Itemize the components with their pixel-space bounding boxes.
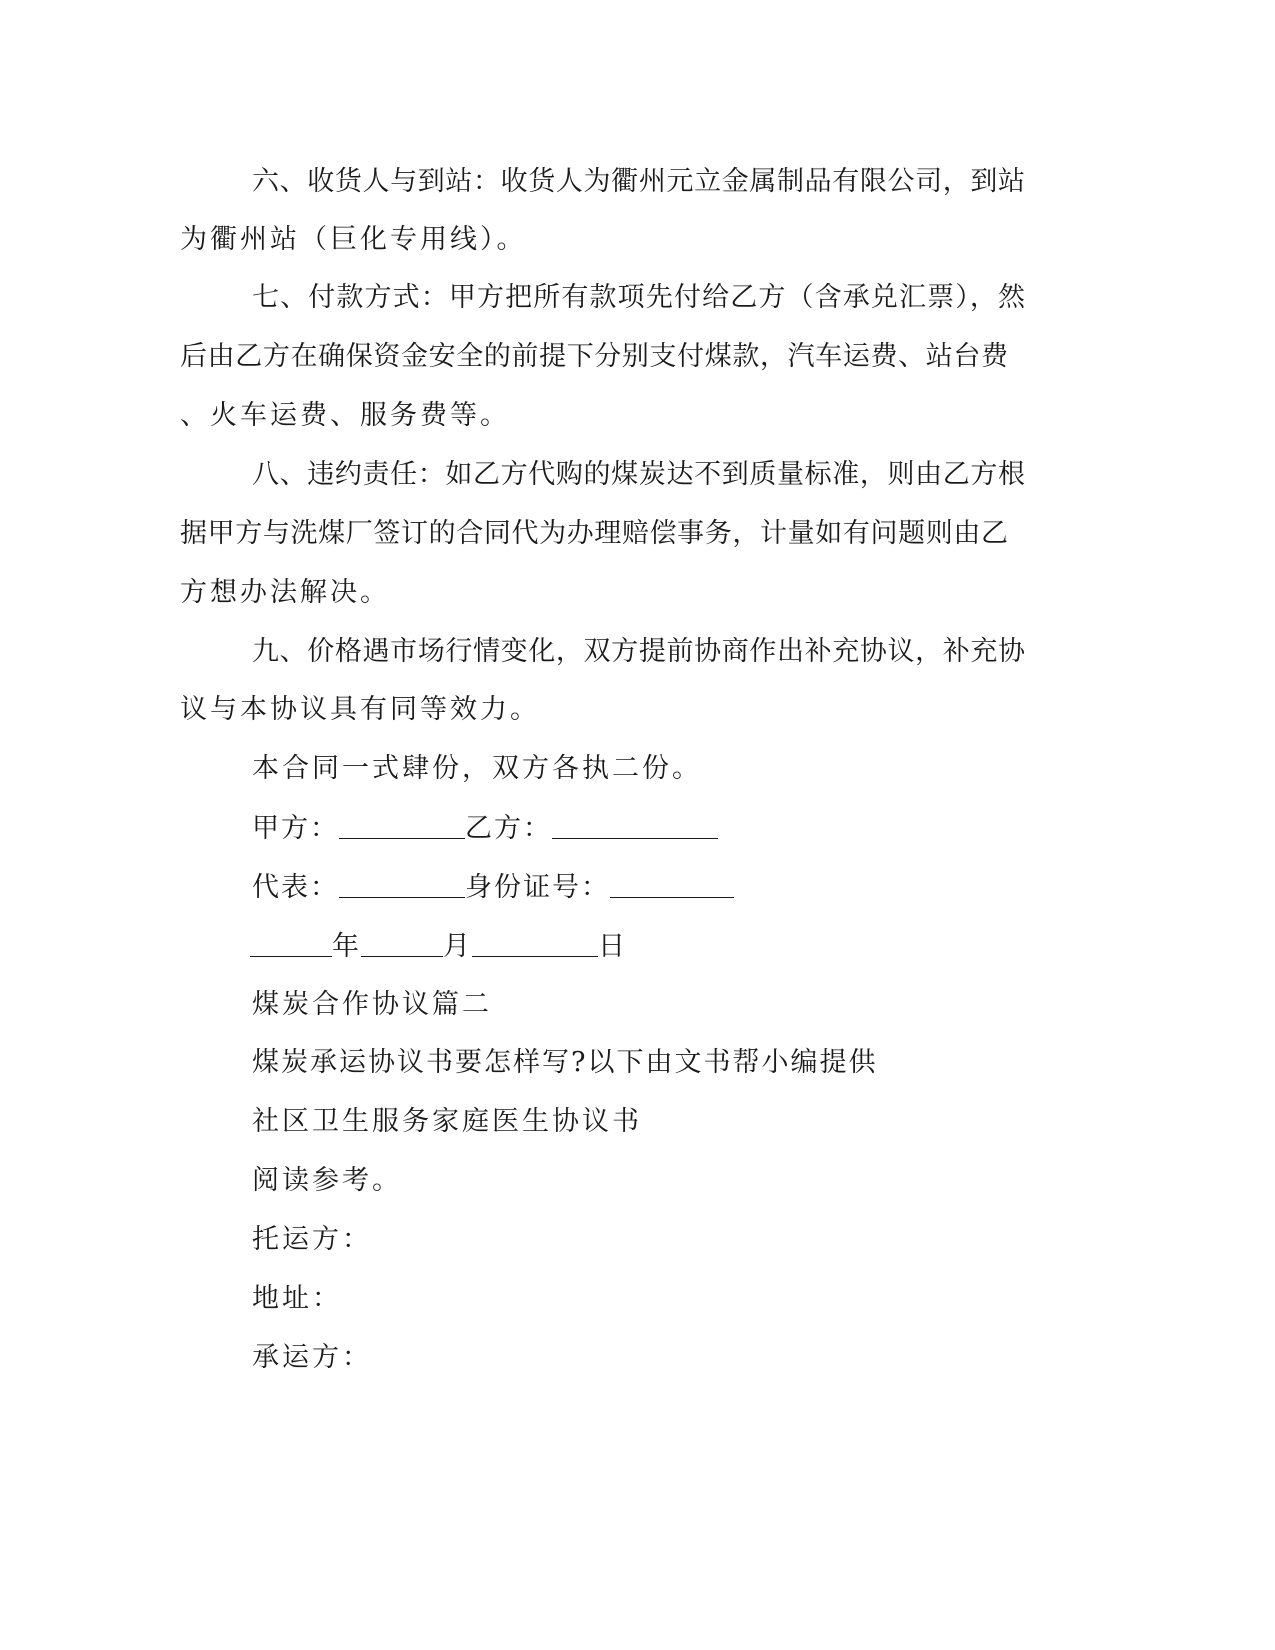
party-b-blank — [552, 808, 718, 839]
section-2-heading: 煤炭合作协议篇二 — [252, 989, 492, 1020]
clause-8-line-2: 据甲方与洗煤厂签订的合同代为办理赔偿事务，计量如有问题则由乙 — [180, 518, 1008, 549]
copies-statement: 本合同一式肆份，双方各执二份。 — [252, 753, 702, 784]
read-reference: 阅读参考。 — [252, 1165, 402, 1196]
date-row — [250, 926, 627, 967]
representative-label: 代表： — [252, 872, 339, 903]
clause-6-line-1: 六、收货人与到站：收货人为衢州元立金属制品有限公司，到站 — [252, 166, 1025, 197]
party-a-label: 甲方： — [252, 813, 339, 844]
year-blank — [250, 926, 332, 957]
carrier-label: 承运方： — [252, 1342, 372, 1373]
party-a-blank — [339, 808, 465, 839]
clause-6-line-2: 为衢州站（巨化专用线）。 — [180, 224, 527, 255]
section-2-intro: 煤炭承运协议书要怎样写?以下由文书帮小编提供 — [252, 1047, 878, 1078]
month-label: 月 — [443, 931, 472, 962]
clause-8-line-1: 八、违约责任：如乙方代购的煤炭达不到质量标准，则由乙方根 — [252, 459, 1025, 490]
address-label: 地址： — [252, 1283, 342, 1314]
clause-7-line-2: 后由乙方在确保资金安全的前提下分别支付煤款，汽车运费、站台费 — [180, 341, 1008, 372]
shipper-label: 托运方： — [252, 1224, 372, 1255]
reference-title: 社区卫生服务家庭医生协议书 — [252, 1106, 642, 1137]
clause-9-line-1: 九、价格遇市场行情变化，双方提前协商作出补充协议，补充协 — [252, 636, 1025, 667]
party-b-label: 乙方： — [465, 813, 552, 844]
year-label: 年 — [332, 931, 361, 962]
clause-7-line-3: 、火车运费、服务费等。 — [180, 400, 510, 431]
month-blank — [361, 926, 443, 957]
representative-blank — [339, 867, 465, 898]
party-signature-row — [252, 808, 718, 849]
representative-row — [252, 867, 734, 908]
clause-9-line-2: 议与本协议具有同等效力。 — [180, 694, 540, 725]
id-number-label: 身份证号： — [465, 872, 610, 903]
clause-8-line-3: 方想办法解决。 — [180, 577, 390, 608]
day-blank — [472, 926, 598, 957]
day-label: 日 — [598, 931, 627, 962]
clause-7-line-1: 七、付款方式：甲方把所有款项先付给乙方（含承兑汇票），然 — [252, 282, 1025, 313]
id-number-blank — [610, 867, 734, 898]
